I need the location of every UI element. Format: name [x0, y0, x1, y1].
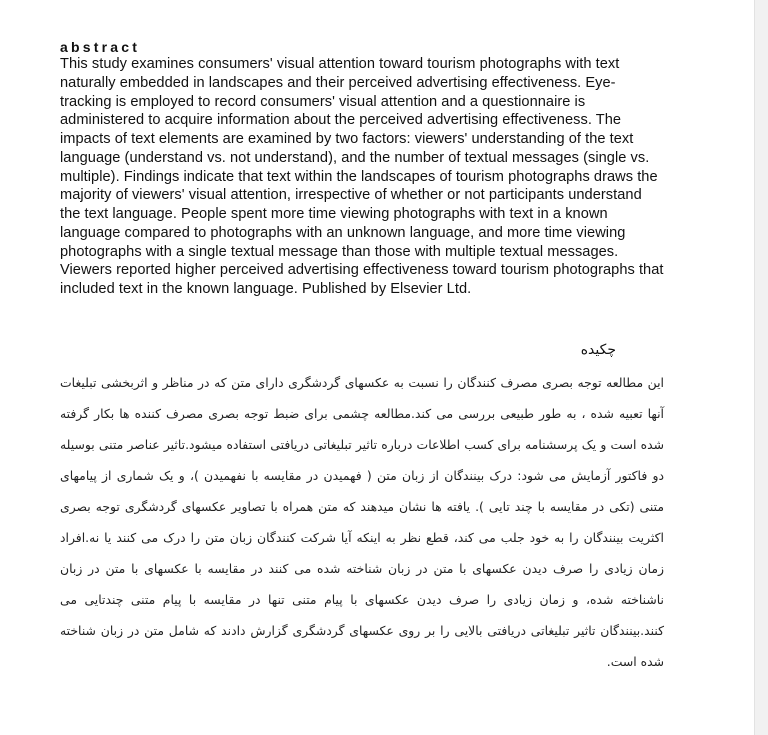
persian-abstract-body: این مطالعه توجه بصری مصرف کنندگان را نسبت به عکسهای گردشگری دارای متن که در مناظر و اثربخشی تبلیغات آنها تعبیه شده ، به طور طبیعی بررسی می کند.مطالعه چشمی برای ضبط توجه بصری مصرف کننده ها بکار گرفته شده است و یک پرسشنامه برای کسب اطلاعات درباره تاثیر تبلیغاتی دریافتی استفاده میشود.تاثیر عناصر متنی بوسیله دو فاکتور آزمایش می شود: درک بینندگان از زبان متن ( فهمیدن در مقایسه با نفهمیدن )، و یک شماری از پیامهای متنی (تکی در مقایسه با چند تایی ). یافته ها نشان میدهند که متن همراه با تصاویر عکسهای گردشگری توجه بصری اکثریت بینندگان را به خود جلب می کند، قطع نظر به اینکه آیا شرکت کنندگان زبان متن را درک می کنند یا نه.افراد زمان زیادی را صرف دیدن عکسهای با متن در زبان شناخته شده می کنند در مقایسه با عکسهای با متن در زبان ناشناخته شده، و زمان زیادی را صرف دیدن عکسهای با پیام متنی تنها در مقایسه با پیام متنی چندتایی می کنند.بینندگان تاثیر تبلیغاتی دریافتی بالایی را بر روی عکسهای گردشگری گزارش دادند که شامل متن در زبان شناخته شده است.: [60, 375, 664, 669]
scrollbar-track[interactable]: [754, 0, 768, 735]
abstract-heading: abstract: [60, 39, 141, 55]
persian-abstract-heading: چکیده: [580, 342, 616, 358]
abstract-body: This study examines consumers' visual attention toward tourism photographs with text naturally embedded in landscapes and their perceived advertising effectiveness. Eye-tracking is employed to record consumers' visual attention and a questionnaire is administered to acquire information about the perceived advertising effectiveness. The impacts of text elements are examined by two factors: viewers' understanding of the text language (understand vs. not understand), and the number of textual messages (single vs. multiple). Findings indicate that text within the landscapes of tourism photographs draws the majority of viewers' visual attention, irrespective of whether or not participants understand the text language. People spent more time viewing photographs with text in a known language compared to photographs with an unknown language, and more time viewing photographs with a single textual message than those with multiple textual messages. Viewers reported higher perceived advertising effectiveness toward tourism photographs that included text in the known language. Published by Elsevier Ltd.: [60, 56, 664, 297]
